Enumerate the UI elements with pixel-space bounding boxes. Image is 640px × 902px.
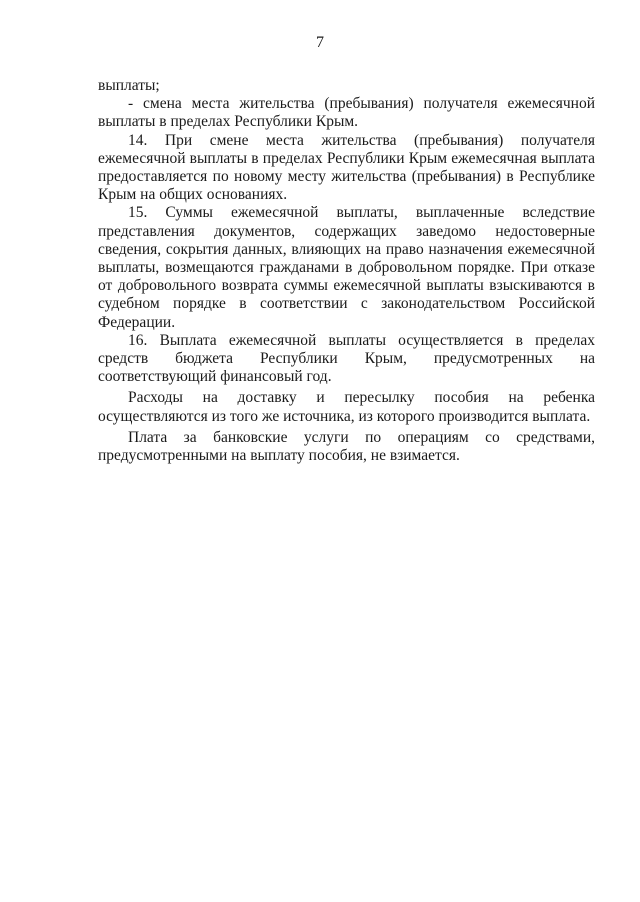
page-number: 7 [316, 34, 324, 51]
clause-15: 15. Суммы ежемесячной выплаты, выплаченные вследствие представления документов, содержащих заведомо недостоверные сведения, сокрытия данных, влияющих на право назначения ежемесячной выплаты, возмещаются гражданами в добровольном порядке. При отказе от добровольного возврата суммы ежемесячной выплаты взыскиваются в судебном порядке в соответствии с законодательством Российской Федерации. [98, 204, 595, 331]
paragraph-delivery-costs: Расходы на доставку и пересылку пособия на ребенка осуществляются из того же источника, из которого производится выплата. [98, 389, 595, 425]
paragraph-continuation: выплаты; [98, 77, 160, 94]
document-body [98, 77, 595, 465]
list-item-residence-change: - смена места жительства (пребывания) получателя ежемесячной выплаты в пределах Республики Крым. [98, 95, 595, 131]
clause-16: 16. Выплата ежемесячной выплаты осуществляется в пределах средств бюджета Республики Крым, предусмотренных на соответствующий финансовый год. [98, 331, 595, 386]
paragraph-bank-fees: Плата за банковские услуги по операциям со средствами, предусмотренными на выплату пособия, не взимается. [98, 428, 595, 465]
clause-14: 14. При смене места жительства (пребывания) получателя ежемесячной выплаты в пределах Республики Крым ежемесячная выплата предоставляется по новому месту жительства (пребывания) в Республике Крым на общих основаниях. [98, 131, 595, 204]
